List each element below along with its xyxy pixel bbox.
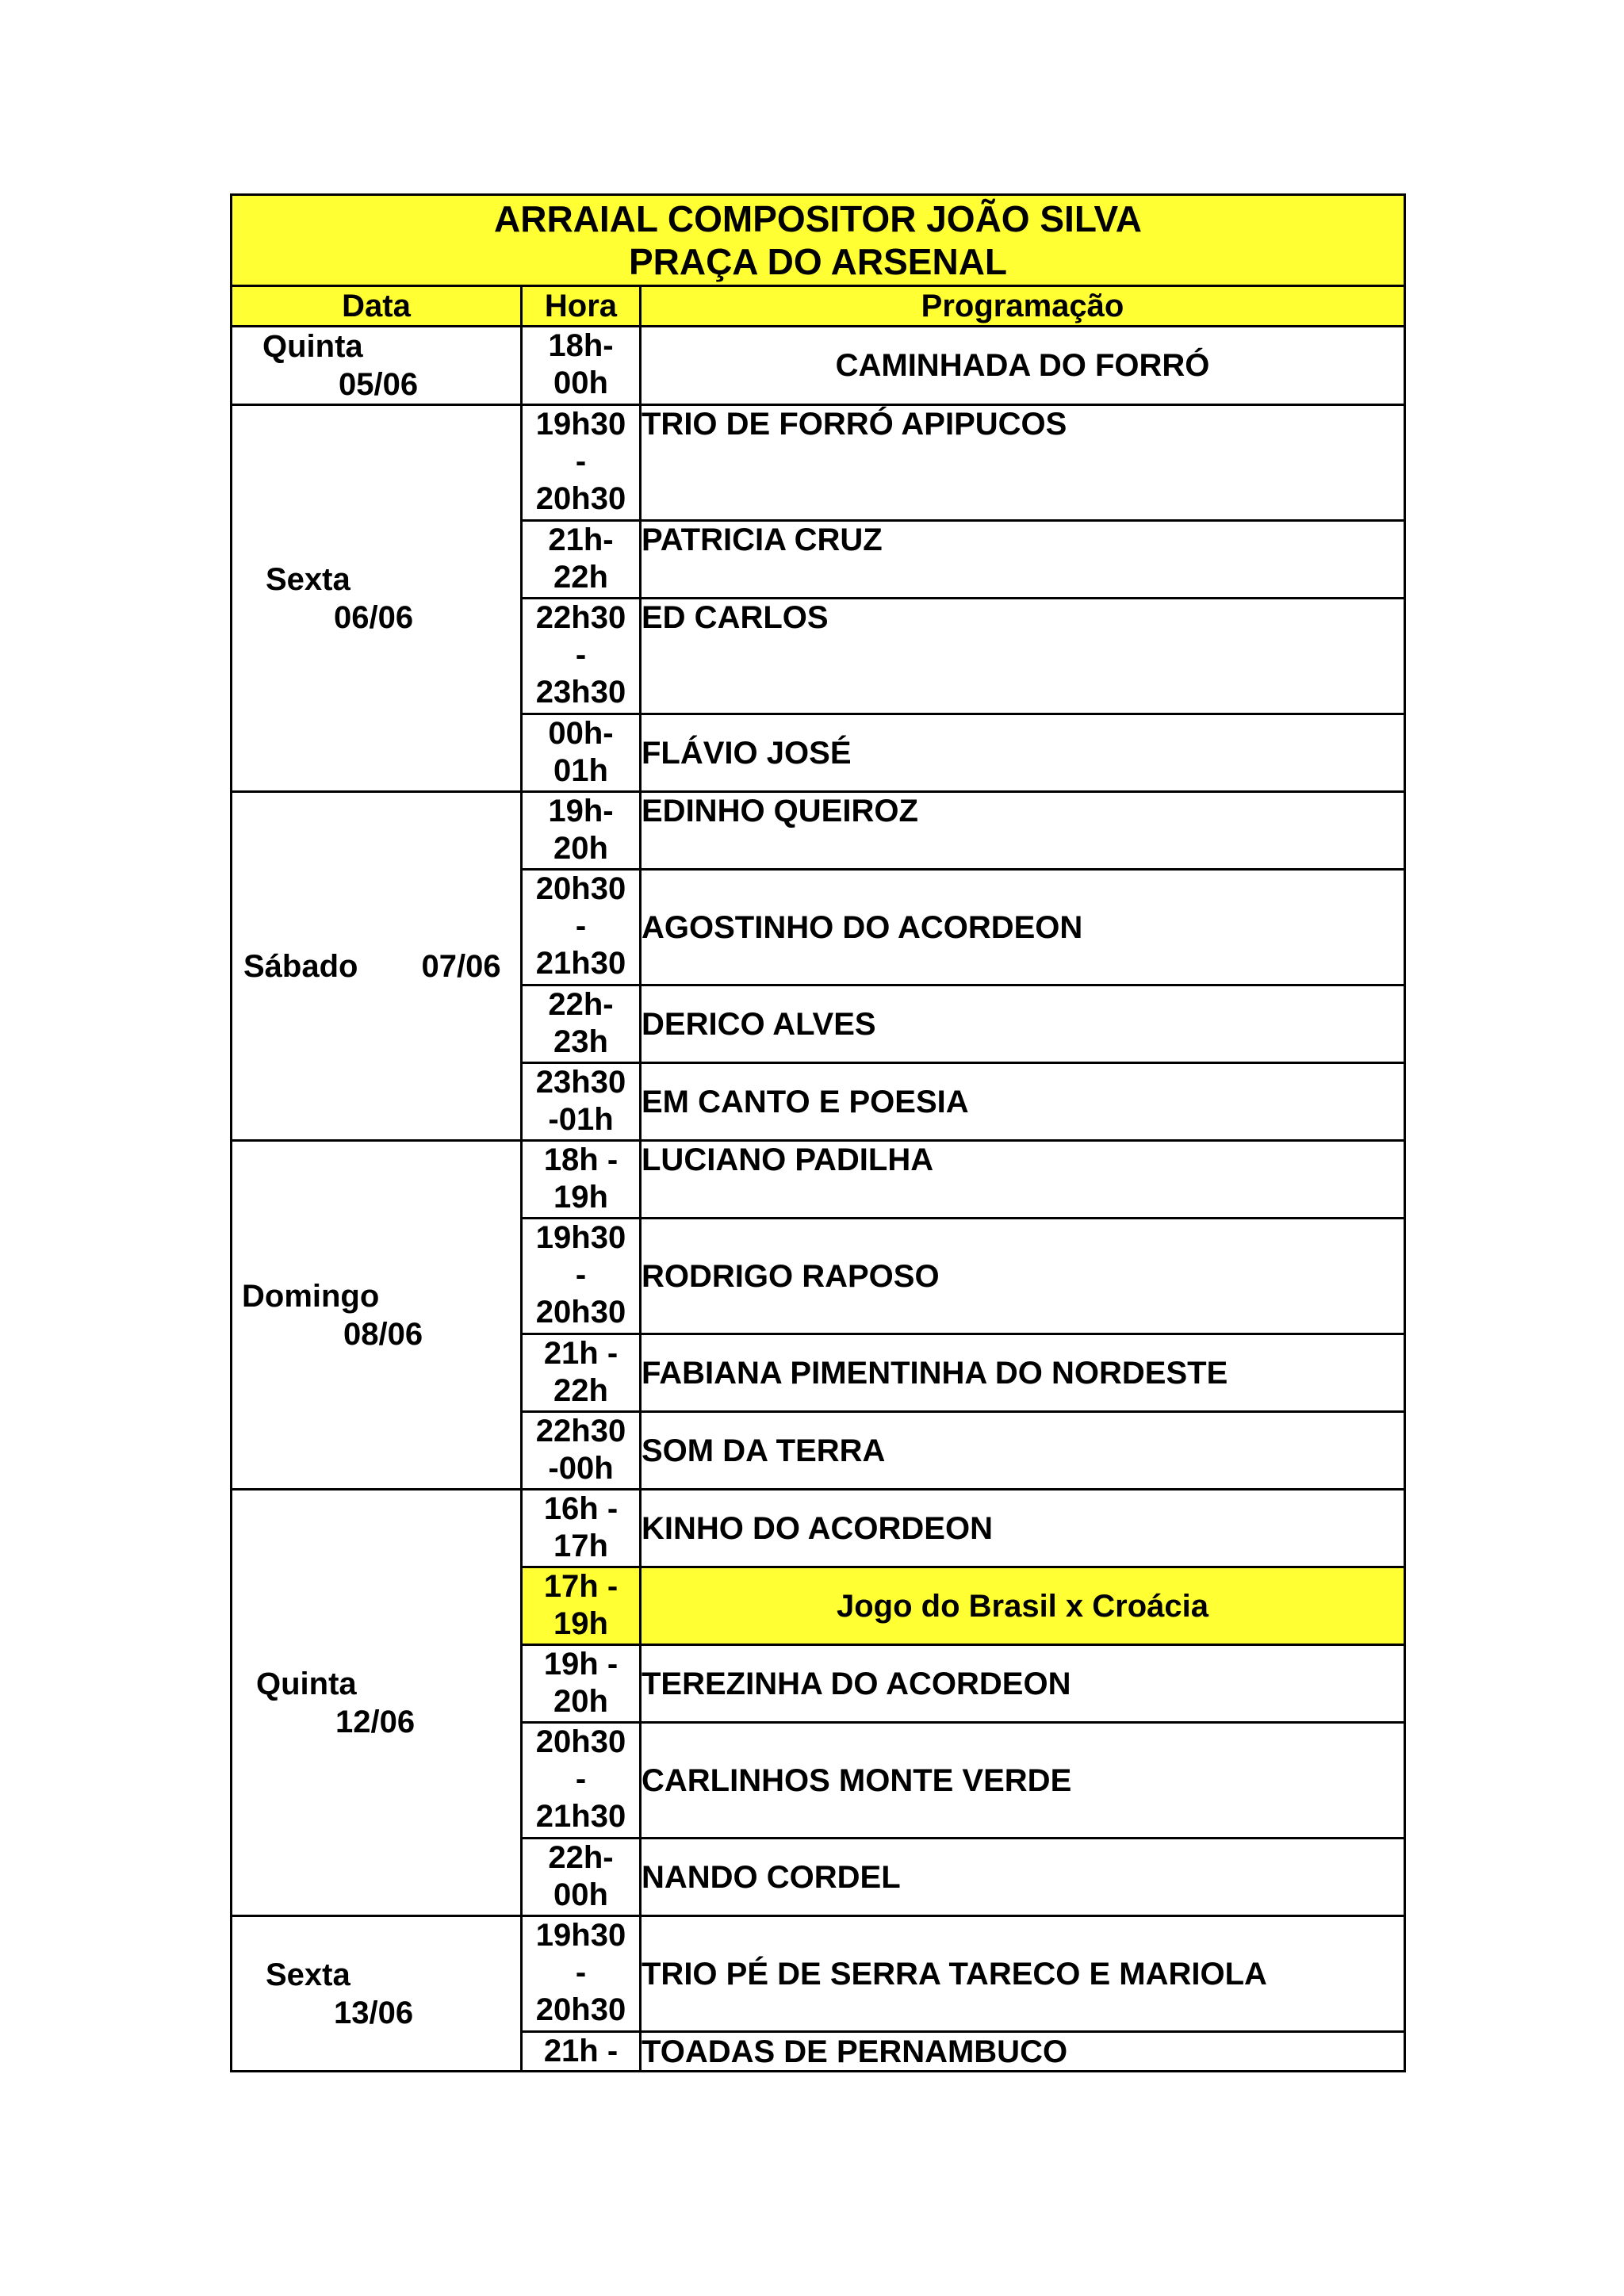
program-cell: TEREZINHA DO ACORDEON bbox=[641, 1645, 1405, 1723]
time-cell: 23h30 -01h bbox=[522, 1063, 641, 1141]
program-cell: CAMINHADA DO FORRÓ bbox=[641, 327, 1405, 405]
time-cell: 22h30 - 23h30 bbox=[522, 599, 641, 714]
time-cell: 19h30 - 20h30 bbox=[522, 1916, 641, 2032]
day-date: 08/06 bbox=[343, 1316, 423, 1352]
day-cell bbox=[232, 327, 522, 405]
title-line-2: PRAÇA DO ARSENAL bbox=[628, 241, 1008, 282]
program-cell: Jogo do Brasil x Croácia bbox=[641, 1567, 1405, 1645]
program-cell: PATRICIA CRUZ bbox=[641, 521, 1405, 599]
day-date: 06/06 bbox=[334, 599, 414, 635]
day-name: Sábado bbox=[243, 948, 358, 984]
table-row bbox=[232, 792, 1405, 870]
day-cell bbox=[232, 792, 522, 1141]
table-row bbox=[232, 1490, 1405, 1567]
program-cell: EDINHO QUEIROZ bbox=[641, 792, 1405, 870]
day-cell bbox=[232, 1916, 522, 2072]
time-cell: 19h - 20h bbox=[522, 1645, 641, 1723]
time-cell: 19h- 20h bbox=[522, 792, 641, 870]
program-cell: TRIO DE FORRÓ APIPUCOS bbox=[641, 405, 1405, 521]
time-cell: 19h30 - 20h30 bbox=[522, 1219, 641, 1334]
program-cell: FLÁVIO JOSÉ bbox=[641, 714, 1405, 792]
program-cell: TOADAS DE PERNAMBUCO bbox=[641, 2032, 1405, 2072]
header-date: Data bbox=[232, 286, 522, 327]
day-date: 05/06 bbox=[339, 367, 419, 402]
program-cell: SOM DA TERRA bbox=[641, 1412, 1405, 1490]
time-cell: 20h30 - 21h30 bbox=[522, 1723, 641, 1839]
day-name: Quinta bbox=[262, 329, 363, 364]
day-cell bbox=[232, 405, 522, 792]
time-cell: 16h - 17h bbox=[522, 1490, 641, 1567]
program-cell: EM CANTO E POESIA bbox=[641, 1063, 1405, 1141]
day-cell bbox=[232, 1141, 522, 1490]
schedule-table bbox=[230, 193, 1406, 2072]
title-line-1: ARRAIAL COMPOSITOR JOÃO SILVA bbox=[494, 198, 1142, 239]
schedule-title bbox=[232, 195, 1405, 286]
header-row bbox=[232, 286, 1405, 327]
program-cell: TRIO PÉ DE SERRA TARECO E MARIOLA bbox=[641, 1916, 1405, 2032]
time-cell: 21h- 22h bbox=[522, 521, 641, 599]
day-cell bbox=[232, 1490, 522, 1916]
program-cell: CARLINHOS MONTE VERDE bbox=[641, 1723, 1405, 1839]
program-cell: ED CARLOS bbox=[641, 599, 1405, 714]
program-cell: KINHO DO ACORDEON bbox=[641, 1490, 1405, 1567]
day-date: 12/06 bbox=[335, 1704, 416, 1739]
program-cell: RODRIGO RAPOSO bbox=[641, 1219, 1405, 1334]
table-row bbox=[232, 327, 1405, 405]
header-time: Hora bbox=[522, 286, 641, 327]
day-date: 07/06 bbox=[421, 948, 501, 984]
time-cell: 20h30 - 21h30 bbox=[522, 870, 641, 985]
program-cell: NANDO CORDEL bbox=[641, 1839, 1405, 1916]
day-name: Sexta bbox=[266, 561, 350, 597]
day-date: 13/06 bbox=[334, 1995, 414, 2030]
time-cell: 22h- 00h bbox=[522, 1839, 641, 1916]
time-cell: 21h - 22h bbox=[522, 1334, 641, 1412]
time-cell: 22h30 -00h bbox=[522, 1412, 641, 1490]
program-cell: LUCIANO PADILHA bbox=[641, 1141, 1405, 1219]
header-program: Programação bbox=[641, 286, 1405, 327]
day-name: Domingo bbox=[242, 1278, 380, 1314]
program-cell: FABIANA PIMENTINHA DO NORDESTE bbox=[641, 1334, 1405, 1412]
time-cell: 00h- 01h bbox=[522, 714, 641, 792]
time-cell: 22h- 23h bbox=[522, 985, 641, 1063]
table-row bbox=[232, 1141, 1405, 1219]
table-row bbox=[232, 405, 1405, 521]
time-cell: 18h- 00h bbox=[522, 327, 641, 405]
table-row bbox=[232, 1916, 1405, 2032]
time-cell: 19h30 - 20h30 bbox=[522, 405, 641, 521]
time-cell: 21h - bbox=[522, 2032, 641, 2072]
program-cell: DERICO ALVES bbox=[641, 985, 1405, 1063]
day-name: Quinta bbox=[256, 1666, 357, 1701]
program-cell: AGOSTINHO DO ACORDEON bbox=[641, 870, 1405, 985]
time-cell: 18h - 19h bbox=[522, 1141, 641, 1219]
day-name: Sexta bbox=[266, 1957, 350, 1992]
title-row bbox=[232, 195, 1405, 286]
day-label bbox=[232, 947, 520, 985]
time-cell: 17h - 19h bbox=[522, 1567, 641, 1645]
